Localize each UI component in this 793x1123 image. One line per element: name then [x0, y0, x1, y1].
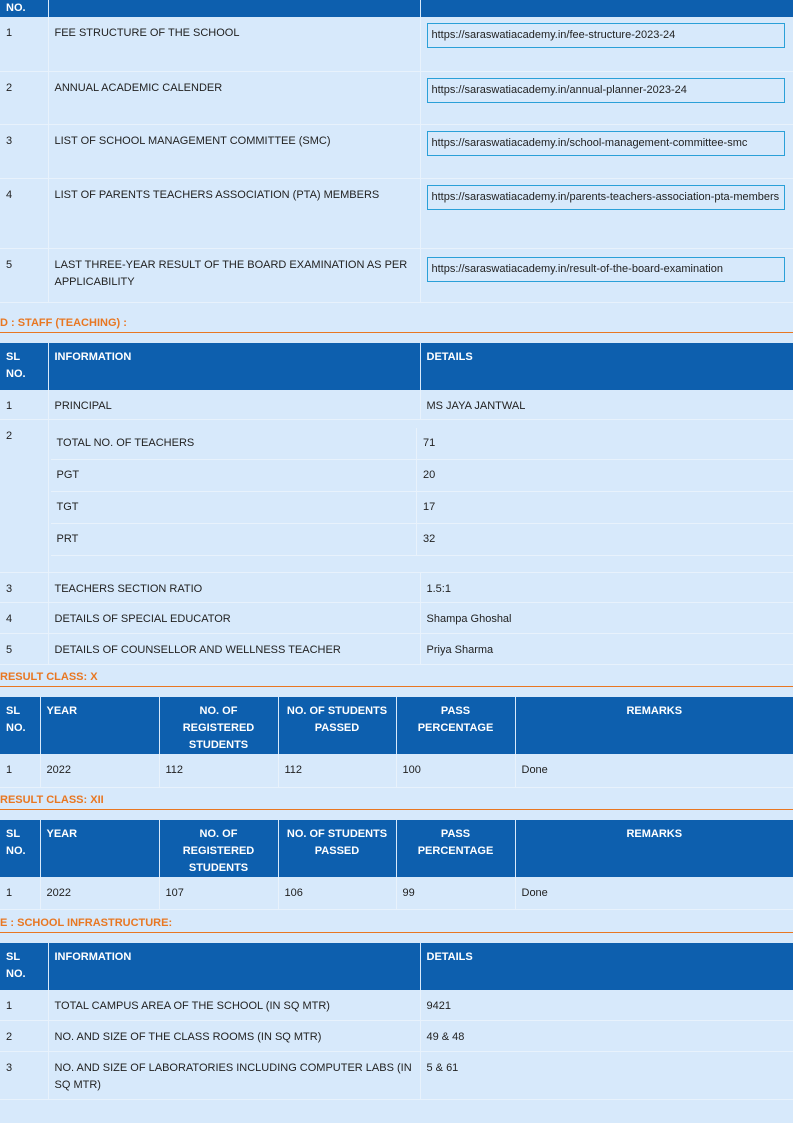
- document-link[interactable]: https://saraswatiacademy.in/parents-teachers-association-pta-members: [427, 185, 786, 210]
- info-cell: NO. AND SIZE OF LABORATORIES INCLUDING COMPUTER LABS (IN SQ MTR): [48, 1051, 420, 1099]
- sl-cell: 1: [0, 877, 40, 910]
- teacher-count: 20: [417, 460, 793, 492]
- sl-cell: 1: [0, 990, 48, 1020]
- table-row: [0, 754, 793, 787]
- table-row: [0, 178, 793, 248]
- sl-cell: 4: [0, 178, 48, 248]
- teacher-info: PGT: [51, 460, 417, 492]
- header-details: DETAILS: [420, 943, 793, 990]
- year-cell: 2022: [40, 754, 159, 787]
- header-info: INFORMATION: [48, 943, 420, 990]
- header-year: YEAR: [40, 820, 159, 877]
- section-title-staff: D : STAFF (TEACHING) :: [0, 315, 793, 333]
- nested-row: [51, 492, 793, 524]
- info-cell: LIST OF PARENTS TEACHERS ASSOCIATION (PTA) MEMBERS: [48, 178, 420, 248]
- documents-header: [0, 0, 793, 17]
- header-pass-percentage: PASS PERCENTAGE: [396, 697, 515, 754]
- section-title-result-xii: RESULT CLASS: XII: [0, 792, 793, 810]
- header-passed: NO. OF STUDENTS PASSED: [278, 820, 396, 877]
- info-cell: NO. AND SIZE OF THE CLASS ROOMS (IN SQ MTR): [48, 1020, 420, 1051]
- passed-cell: 112: [278, 754, 396, 787]
- section-title-result-x: RESULT CLASS: X: [0, 669, 793, 687]
- info-cell: DETAILS OF COUNSELLOR AND WELLNESS TEACHER: [48, 634, 420, 665]
- info-cell: TEACHERS SECTION RATIO: [48, 573, 420, 603]
- info-cell: ANNUAL ACADEMIC CALENDER: [48, 71, 420, 124]
- result-header: [0, 697, 793, 754]
- details-cell: Priya Sharma: [420, 634, 793, 665]
- teacher-count: 32: [417, 524, 793, 556]
- remarks-cell: Done: [515, 754, 793, 787]
- info-cell: LIST OF SCHOOL MANAGEMENT COMMITTEE (SMC): [48, 124, 420, 178]
- passed-cell: 106: [278, 877, 396, 910]
- info-cell: TOTAL CAMPUS AREA OF THE SCHOOL (IN SQ MTR): [48, 990, 420, 1020]
- infra-header: [0, 943, 793, 990]
- nested-row: [51, 428, 793, 460]
- header-registered: NO. OF REGISTERED STUDENTS: [159, 697, 278, 754]
- teacher-count: 17: [417, 492, 793, 524]
- table-row: [0, 248, 793, 302]
- sl-cell: 3: [0, 573, 48, 603]
- teachers-nested-table: [51, 428, 793, 556]
- document-link[interactable]: https://saraswatiacademy.in/result-of-the-board-examination: [427, 257, 786, 282]
- infrastructure-table: [0, 943, 793, 1100]
- info-cell: FEE STRUCTURE OF THE SCHOOL: [48, 17, 420, 71]
- table-row: [0, 1051, 793, 1099]
- table-row: [0, 390, 793, 420]
- header-year: YEAR: [40, 697, 159, 754]
- pass-percentage-cell: 100: [396, 754, 515, 787]
- nested-row: [51, 460, 793, 492]
- details-cell: MS JAYA JANTWAL: [420, 390, 793, 420]
- sl-cell: 3: [0, 1051, 48, 1099]
- header-details: DETAILS: [420, 343, 793, 390]
- result-xii-table: [0, 820, 793, 911]
- sl-cell: 3: [0, 124, 48, 178]
- details-cell: 5 & 61: [420, 1051, 793, 1099]
- staff-header: [0, 343, 793, 390]
- sl-cell: 1: [0, 390, 48, 420]
- info-cell: DETAILS OF SPECIAL EDUCATOR: [48, 603, 420, 634]
- header-pass-percentage: PASS PERCENTAGE: [396, 820, 515, 877]
- header-sl: SL NO.: [0, 943, 48, 990]
- table-row: [0, 124, 793, 178]
- teacher-info: TGT: [51, 492, 417, 524]
- header-sl: SL NO.: [0, 343, 48, 390]
- document-link[interactable]: https://saraswatiacademy.in/school-management-committee-smc: [427, 131, 786, 156]
- sl-cell: 5: [0, 248, 48, 302]
- sl-cell: 2: [0, 420, 48, 573]
- table-row: [0, 71, 793, 124]
- sl-cell: 4: [0, 603, 48, 634]
- header-sl: SL NO.: [0, 697, 40, 754]
- sl-cell: 1: [0, 754, 40, 787]
- table-row: [0, 634, 793, 665]
- details-cell: 49 & 48: [420, 1020, 793, 1051]
- nested-row: [51, 524, 793, 556]
- header-details-blank: [420, 0, 793, 17]
- table-row: [0, 17, 793, 71]
- table-row: [0, 877, 793, 910]
- document-link[interactable]: https://saraswatiacademy.in/fee-structure-2023-24: [427, 23, 786, 48]
- documents-table: [0, 0, 793, 303]
- details-cell: 9421: [420, 990, 793, 1020]
- table-row: [0, 1020, 793, 1051]
- header-no: NO.: [0, 0, 48, 17]
- table-row: [0, 990, 793, 1020]
- table-row: [0, 420, 793, 573]
- details-cell: Shampa Ghoshal: [420, 603, 793, 634]
- year-cell: 2022: [40, 877, 159, 910]
- header-info: INFORMATION: [48, 343, 420, 390]
- header-passed: NO. OF STUDENTS PASSED: [278, 697, 396, 754]
- staff-table: [0, 343, 793, 666]
- table-row: [0, 573, 793, 603]
- header-registered: NO. OF REGISTERED STUDENTS: [159, 820, 278, 877]
- info-cell: LAST THREE-YEAR RESULT OF THE BOARD EXAMINATION AS PER APPLICABILITY: [48, 248, 420, 302]
- table-row: [0, 603, 793, 634]
- result-x-table: [0, 697, 793, 788]
- header-remarks: REMARKS: [515, 820, 793, 877]
- teacher-info: PRT: [51, 524, 417, 556]
- pass-percentage-cell: 99: [396, 877, 515, 910]
- header-remarks: REMARKS: [515, 697, 793, 754]
- sl-cell: 1: [0, 17, 48, 71]
- registered-cell: 107: [159, 877, 278, 910]
- info-cell: PRINCIPAL: [48, 390, 420, 420]
- header-sl: SL NO.: [0, 820, 40, 877]
- document-link[interactable]: https://saraswatiacademy.in/annual-planner-2023-24: [427, 78, 786, 103]
- teacher-info: TOTAL NO. OF TEACHERS: [51, 428, 417, 460]
- header-info-blank: [48, 0, 420, 17]
- teacher-count: 71: [417, 428, 793, 460]
- registered-cell: 112: [159, 754, 278, 787]
- sl-cell: 2: [0, 1020, 48, 1051]
- remarks-cell: Done: [515, 877, 793, 910]
- sl-cell: 5: [0, 634, 48, 665]
- sl-cell: 2: [0, 71, 48, 124]
- result-header: [0, 820, 793, 877]
- details-cell: 1.5:1: [420, 573, 793, 603]
- section-title-infrastructure: E : SCHOOL INFRASTRUCTURE:: [0, 915, 793, 933]
